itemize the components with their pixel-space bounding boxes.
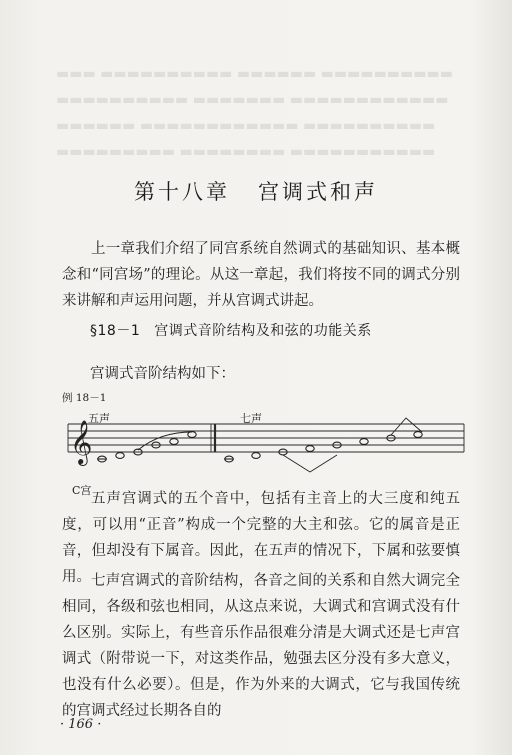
chapter-title: [0, 176, 512, 206]
bleed-through-text: ▬▬▬▬▬▬ ▬▬▬▬▬▬▬▬▬▬▬▬ ▬▬▬▬▬▬▬▬▬▬: [56, 118, 436, 134]
section-title: 宫调式音阶结构及和弦的功能关系: [154, 323, 372, 339]
paragraph-intro: 上一章我们介绍了同宫系统自然调式的基础知识、基本概念和“同宫场”的理论。从这一章起，我们将按不同的调式分别来讲解和声运用问题，并从宫调式讲起。: [62, 241, 460, 309]
example-label: 例 18－1: [62, 392, 107, 404]
music-example-staff: [60, 410, 472, 480]
heptatonic-label: 七声: [240, 412, 262, 425]
pentatonic-label: 五声: [88, 412, 110, 425]
chapter-name: 宫调式和声: [258, 180, 378, 204]
chapter-number: 第十八章: [134, 180, 230, 204]
key-label: C宫: [72, 484, 92, 497]
bleed-through-text: ▬▬▬▬▬▬▬▬▬▬ ▬▬▬▬▬▬▬ ▬▬▬▬▬▬▬▬▬▬▬▬: [56, 92, 449, 108]
scale-intro: 宫调式音阶结构如下：: [90, 366, 235, 382]
section-heading: [90, 320, 372, 340]
bleed-through-text: ▬▬▬ ▬▬▬▬▬▬▬▬▬▬ ▬▬▬▬▬▬ ▬▬▬▬▬▬▬▬▬▬: [56, 66, 453, 82]
section-number: §18－1: [90, 323, 141, 339]
bleed-through-text: ▬▬▬▬▬▬▬▬▬ ▬▬▬▬▬▬▬▬ ▬▬▬▬▬▬▬▬▬▬▬: [56, 144, 436, 160]
treble-clef-icon: 𝄞: [70, 420, 93, 464]
paragraph-heptatonic: 七声宫调式的音阶结构，各音之间的关系和自然大调完全相同，各级和弦也相同，从这点来说，大调式和宫调式没有什么区别。实际上，有些音乐作品很难分清是大调式还是七声宫调式（附带说一下，对这类作品，勉强去区分没有多大意义，也没有什么必要）。但是，作为外来的大调式，它与我国传统的宫调式经过长期各自的: [62, 573, 460, 719]
page-number: · 166 ·: [60, 717, 102, 732]
paragraph-pentatonic: 五声宫调式的五个音中，包括有主音上的大三度和纯五度，可以用“正音”构成一个完整的大主和弦。它的属音是正音，但却没有下属音。因此，在五声的情况下，下属和弦要慎用。: [62, 491, 460, 585]
